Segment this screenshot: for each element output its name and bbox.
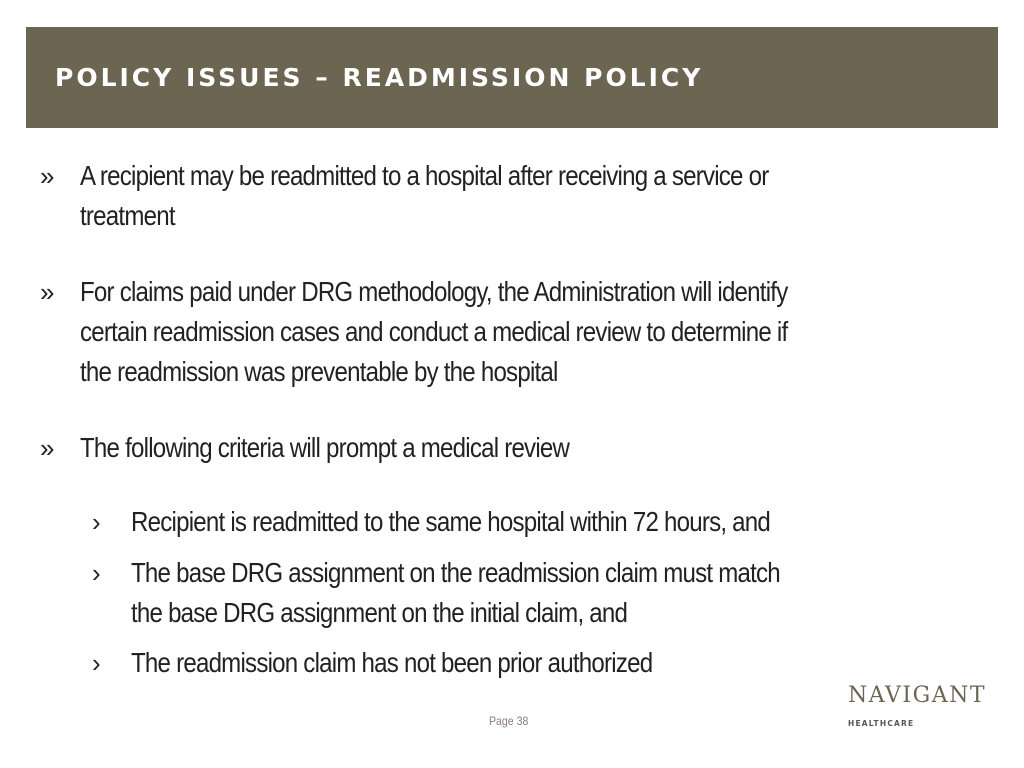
sub-bullet-marker: › <box>92 507 101 537</box>
bullet-line: The readmission claim has not been prior authorized <box>131 647 653 678</box>
bullet-marker: » <box>40 277 55 307</box>
bullet-line: The base DRG assignment on the readmission claim must match <box>131 557 780 588</box>
bullet-line: For claims paid under DRG methodology, the Administration will identify <box>80 276 788 307</box>
logo-subtitle: HEALTHCARE <box>848 719 915 728</box>
bullet-line: certain readmission cases and conduct a medical review to determine if <box>80 316 788 347</box>
sub-bullet-text <box>131 643 1024 683</box>
bullet-text <box>80 156 974 236</box>
bullet-text <box>80 272 974 392</box>
bullet-marker: » <box>40 433 55 463</box>
sub-bullet-text <box>131 553 1024 633</box>
bullet-line: The following criteria will prompt a medical review <box>80 432 570 463</box>
bullet-text <box>80 428 974 468</box>
bullet-line: the base DRG assignment on the initial claim, and <box>131 597 628 628</box>
bullet-line: Recipient is readmitted to the same hospital within 72 hours, and <box>131 506 771 537</box>
sub-bullet-text <box>131 502 1024 542</box>
bullet-line: the readmission was preventable by the hospital <box>80 356 558 387</box>
bullet-line: A recipient may be readmitted to a hospital after receiving a service or <box>80 160 769 191</box>
slide-title: POLICY ISSUES – READMISSION POLICY <box>55 63 704 92</box>
navigant-logo <box>848 683 987 733</box>
sub-bullet-marker: › <box>92 648 101 678</box>
page-number: Page 38 <box>489 714 529 728</box>
bullet-marker: » <box>40 161 55 191</box>
sub-bullet-marker: › <box>92 558 101 588</box>
bullet-line: treatment <box>80 200 175 231</box>
logo-wordmark: NAVIGANT <box>848 683 987 708</box>
title-bar <box>26 27 998 128</box>
